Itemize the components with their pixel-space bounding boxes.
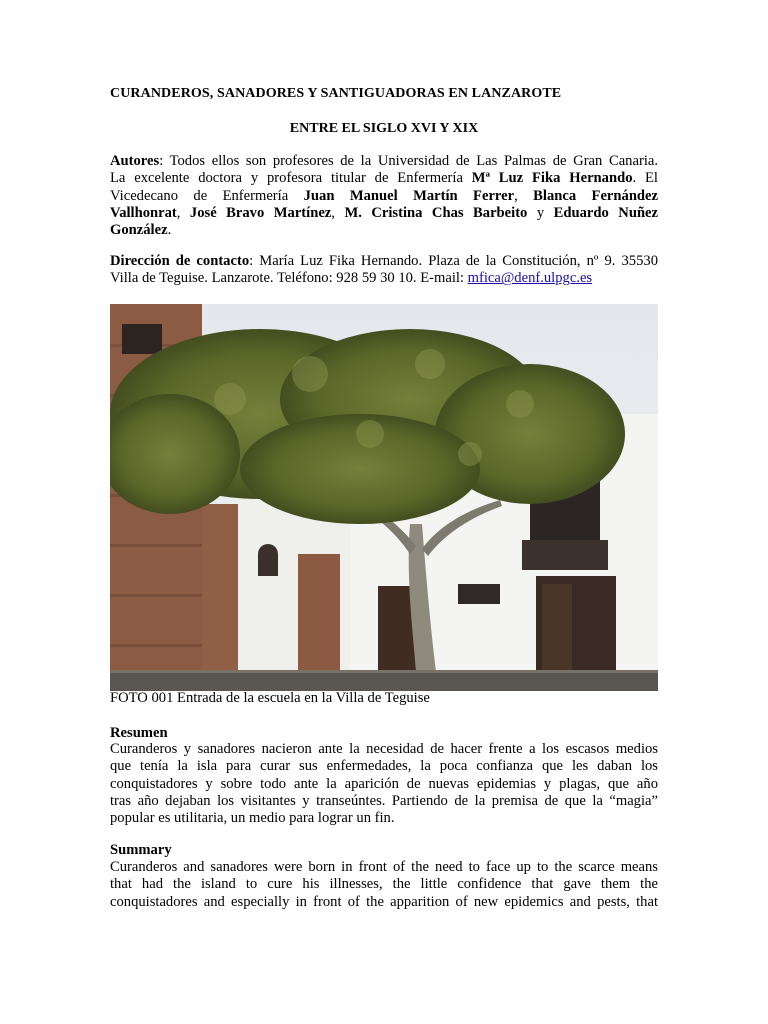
- document-subtitle: ENTRE EL SIGLO XVI Y XIX: [289, 121, 479, 136]
- summary-line: conquistadores and especially in front of the apparition of new epidemics and pests, that: [110, 893, 658, 910]
- author-name: Mª Luz Fika Hernando: [471, 170, 633, 187]
- author-name: José Bravo Martínez: [189, 204, 332, 221]
- authors-paragraph: [110, 153, 658, 239]
- contact-line-2: [110, 270, 658, 287]
- summary-heading: Summary: [110, 842, 172, 858]
- contact-label: Dirección de contacto: [110, 253, 250, 269]
- contact-paragraph: [110, 253, 658, 288]
- authors-text: ,: [514, 187, 534, 204]
- authors-text: y: [527, 204, 554, 221]
- authors-text: : Todos ellos son profesores de la Universidad de Las Palmas de Gran Canaria.: [159, 153, 658, 169]
- author-name: Vallhonrat: [110, 204, 177, 221]
- authors-text: La excelente doctora y profesora titular de Enfermería: [110, 170, 472, 187]
- document-title: CURANDEROS, SANADORES Y SANTIGUADORAS EN LANZAROTE: [110, 86, 562, 101]
- authors-text: .: [167, 222, 172, 239]
- author-name: Blanca Fernández: [533, 187, 659, 204]
- authors-text: ,: [176, 204, 190, 221]
- authors-line-3: [110, 188, 658, 205]
- contact-text: Villa de Teguise. Lanzarote. Teléfono: 928 59 30 10. E-mail:: [110, 270, 468, 287]
- authors-text: Vicedecano de Enfermería: [110, 187, 304, 204]
- resumen-paragraph: [110, 741, 658, 827]
- authors-label: Autores: [110, 153, 160, 169]
- authors-line-1: [110, 153, 658, 170]
- authors-line-4: [110, 205, 658, 222]
- authors-line-2: [110, 170, 658, 187]
- summary-paragraph: [110, 859, 658, 911]
- authors-line-5: [110, 222, 658, 239]
- authors-text: . El: [632, 170, 658, 187]
- summary-line: Curanderos and sanadores were born in front of the need to face up to the scarce means: [110, 859, 658, 875]
- authors-text: ,: [331, 204, 345, 221]
- resumen-line: Curanderos y sanadores nacieron ante la necesidad de hacer frente a los escasos medios: [110, 741, 658, 757]
- resumen-line: que tenía la isla para curar sus enfermedades, la poca confianza que les daban los: [110, 758, 658, 775]
- resumen-line: tras año dejaban los visitantes y transeúntes. Partiendo de la premisa de que la “magia”: [110, 792, 658, 809]
- email-link[interactable]: mfica@denf.ulpgc.es: [467, 270, 593, 287]
- author-name: González: [110, 222, 168, 239]
- author-name: M. Cristina Chas Barbeito: [344, 204, 528, 221]
- summary-line: that had the island to cure his illnesses, the little confidence that gave them the: [110, 876, 658, 893]
- author-name: Eduardo Nuñez: [553, 204, 659, 221]
- contact-line-1: [110, 253, 658, 270]
- photo-caption: FOTO 001 Entrada de la escuela en la Villa de Teguise: [110, 690, 430, 706]
- contact-text: : María Luz Fika Hernando. Plaza de la Constitución, nº 9. 35530: [249, 253, 658, 269]
- resumen-line: popular es utilitaria, un medio para lograr un fin.: [110, 810, 395, 827]
- resumen-line: conquistadores y sobre todo ante la aparición de nuevas epidemias y plagas, que año: [110, 775, 658, 792]
- author-name: Juan Manuel Martín Ferrer: [303, 187, 515, 204]
- resumen-heading: Resumen: [110, 725, 168, 741]
- school-entrance-photo: [110, 304, 658, 691]
